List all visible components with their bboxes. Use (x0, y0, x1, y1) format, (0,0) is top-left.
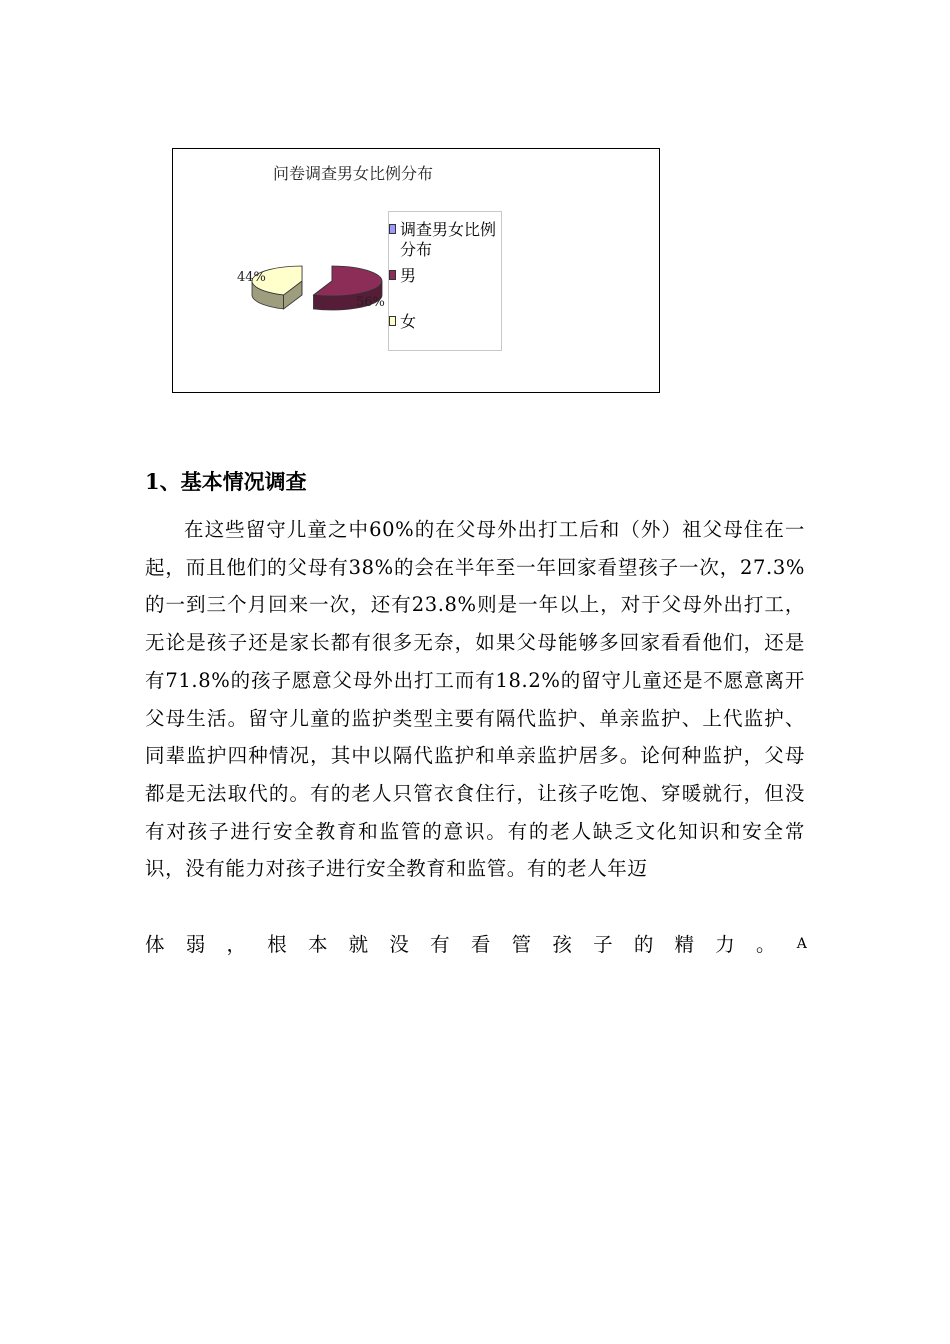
last-line-char: ， (226, 933, 246, 956)
last-line-char: 子 (593, 933, 613, 956)
last-line-char: 没 (389, 933, 409, 956)
last-line-char: 有 (430, 933, 450, 956)
last-line-char: A (796, 936, 807, 952)
pie-label-1: 44% (237, 270, 266, 285)
last-line-char: 管 (511, 933, 532, 956)
last-line-char: 的 (633, 933, 654, 956)
legend-swatch-male (389, 270, 396, 280)
chart-legend (388, 211, 502, 351)
legend-label-male: 男 (400, 266, 417, 285)
last-line-char: 本 (307, 933, 328, 956)
last-line-char: 就 (348, 933, 369, 956)
legend-swatch-title (389, 224, 396, 234)
last-line-char: 体 (145, 933, 165, 956)
last-line-char: 孩 (552, 933, 572, 956)
pie-chart (172, 148, 660, 393)
last-line-char: 力 (715, 933, 735, 956)
body-paragraph: 在这些留守儿童之中60%的在父母外出打工后和（外）祖父母住在一起，而且他们的父母有38%的会在半年至一年回家看望孩子一次，27.3%的一到三个月回来一次，还有23.8%则是一年以上，对于父母外出打工，无论是孩子还是家长都有很多无奈，如果父母能够多回家看看他们，还是有71.8%的孩子愿意父母外出打工而有18.2%的留守儿童还是不愿意离开父母生活。留守儿童的监护类型主要有隔代监护、单亲监护、上代监护、同辈监护四种情况，其中以隔代监护和单亲监护居多。论何种监护，父母都是无法取代的。有的老人只管衣食住行，让孩子吃饱、穿暖就行，但没有对孩子进行安全教育和监管的意识。有的老人缺乏文化知识和安全常识，没有能力对孩子进行安全教育和监管。有的老人年迈 (145, 518, 805, 881)
last-line-char: 根 (267, 933, 287, 956)
legend-label-title: 调查男女比例分布 (400, 220, 497, 259)
chart-title: 问卷调查男女比例分布 (273, 164, 434, 183)
last-line-char: 看 (470, 933, 491, 956)
last-line-char: 精 (674, 933, 695, 956)
last-line-char: 弱 (185, 933, 206, 956)
legend-label-female: 女 (400, 312, 417, 331)
last-line-char: 。 (756, 933, 776, 956)
legend-swatch-female (389, 316, 396, 326)
section-heading: 1、基本情况调查 (145, 469, 307, 494)
body-paragraph-last-line (145, 926, 807, 964)
pie-label-0: 56% (356, 295, 385, 310)
